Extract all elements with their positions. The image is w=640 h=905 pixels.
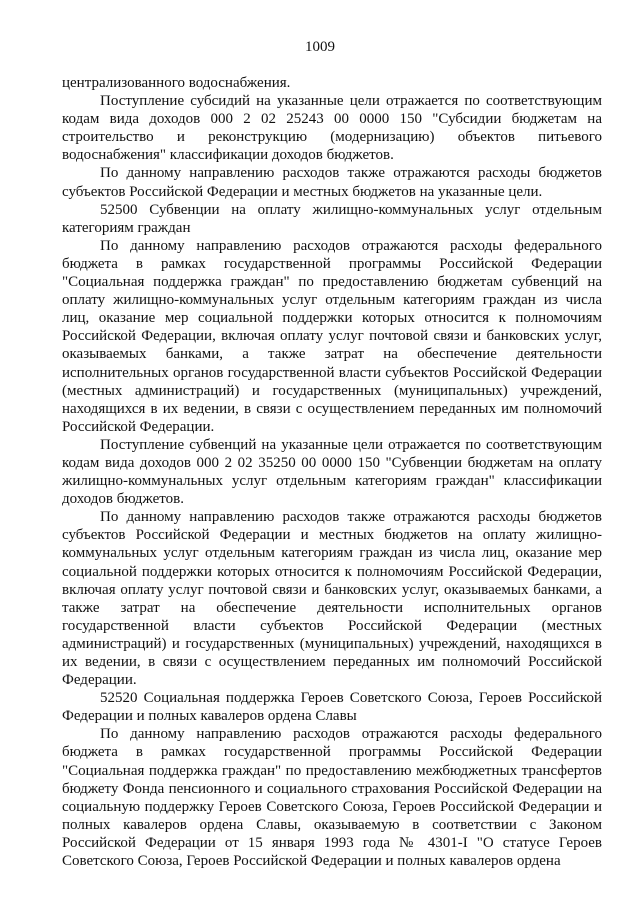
section-heading-52500: 52500 Субвенции на оплату жилищно-коммунальных услуг отдельным категориям граждан (62, 201, 602, 236)
paragraph-federal-expenses-52520: По данному направлению расходов отражаются расходы федерального бюджета в рамках государственной программы Российской Федерации "Социальная поддержка граждан" по предоставлению межбюджетных трансфертов бюджету Фонда пенсионного и социального страхования Российской Федерации на социальную поддержку Героев Советского Союза, Героев Российской Федерации и полных кавалеров ордена Славы, оказываемую в соответствии с Законом Российской Федерации от 15 января 1993 года № 4301-I "О статусе Героев Советского Союза, Героев Российской Федерации и полных кавалеров ордена (62, 726, 602, 870)
paragraph-regional-expenses-52500: По данному направлению расходов также отражаются расходы бюджетов субъектов Российской Федерации и местных бюджетов на оплату жилищно-коммунальных услуг отдельным категориям граждан из числа лиц, оказание мер социальной поддержки которых относится к полномочиям Российской Федерации, включая оплату услуг почтовой связи и банковских услуг, оказываемых банками, а также затрат на обеспечение деятельности исполнительных органов государственной власти субъектов Российской Федерации (местных администраций) и государственных (муниципальных) учреждений, находящихся в их ведении, в связи с осуществлением переданных им полномочий Российской Федерации. (62, 509, 602, 689)
paragraph-subsidy-receipt: Поступление субсидий на указанные цели отражается по соответствующим кодам вида доходов 000 2 02 25243 00 0000 150 "Субсидии бюджетам на строительство и реконструкцию (модернизацию) объектов питьевого водоснабжения" классификации доходов бюджетов. (62, 93, 602, 164)
section-heading-52520: 52520 Социальная поддержка Героев Советского Союза, Героев Российской Федерации и полных кавалеров ордена Славы (62, 690, 602, 725)
paragraph-subvention-receipt: Поступление субвенций на указанные цели отражается по соответствующим кодам вида доходов 000 2 02 35250 00 0000 150 "Субвенции бюджетам на оплату жилищно-коммунальных услуг отдельным категориям граждан" классификации доходов бюджетов. (62, 436, 602, 508)
paragraph-federal-expenses-52500: По данному направлению расходов отражаются расходы федерального бюджета в рамках государственной программы Российской Федерации "Социальная поддержка граждан" по предоставлению бюджетам субвенций на оплату жилищно-коммунальных услуг отдельным категориям граждан из числа лиц, оказание мер социальной поддержки которых относится к полномочиям Российской Федерации, включая оплату услуг почтовой связи и банковских услуг, оказываемых банками, а также затрат на обеспечение деятельности исполнительных органов государственной власти субъектов Российской Федерации (местных администраций) и государственных (муниципальных) учреждений, находящихся в их ведении, в связи с осуществлением переданных им полномочий Российской Федерации. (62, 237, 602, 435)
page-number: 1009 (305, 39, 335, 55)
document-body (62, 74, 602, 870)
paragraph-regional-expenses: По данному направлению расходов также отражаются расходы бюджетов субъектов Российской Федерации и местных бюджетов на указанные цели. (62, 165, 602, 200)
paragraph-continuation: централизованного водоснабжения. (62, 75, 291, 91)
